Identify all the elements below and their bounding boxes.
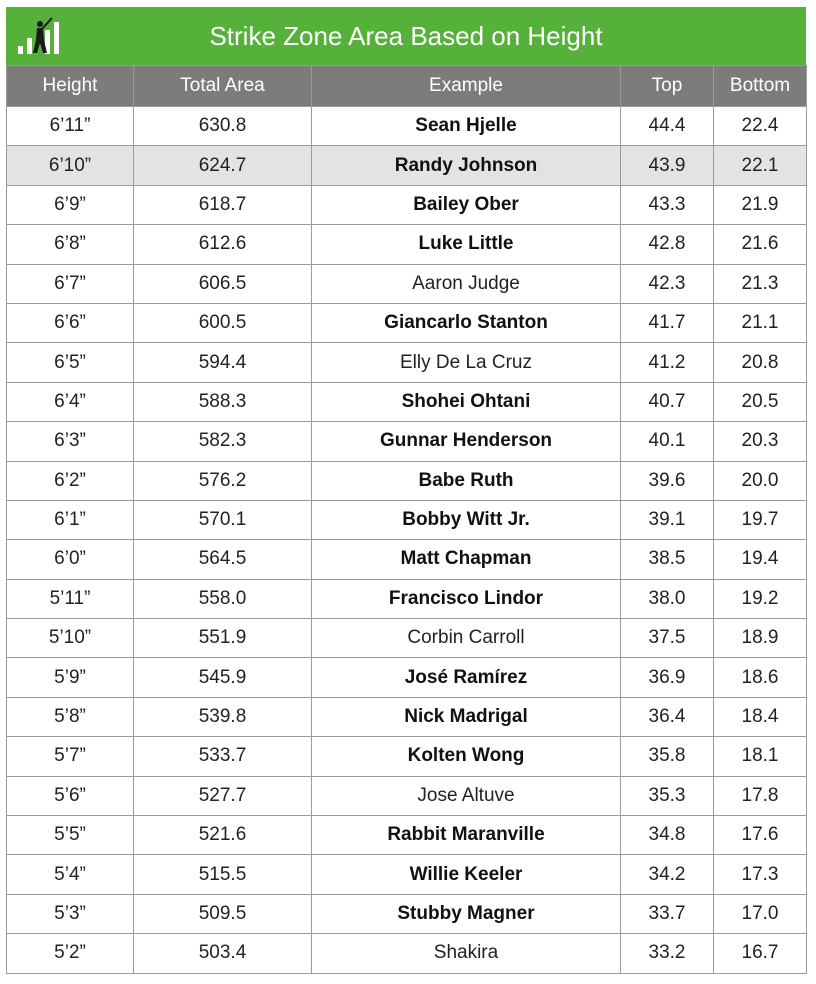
cell-example: Corbin Carroll [312, 619, 621, 658]
cell-example: Rabbit Maranville [312, 816, 621, 855]
cell-total-area: 576.2 [134, 461, 312, 500]
cell-height: 6’8” [7, 225, 134, 264]
cell-total-area: 606.5 [134, 264, 312, 303]
cell-example: José Ramírez [312, 658, 621, 697]
table-row [7, 107, 807, 146]
cell-height: 6’1” [7, 500, 134, 539]
cell-top: 35.8 [621, 737, 714, 776]
cell-total-area: 618.7 [134, 185, 312, 224]
cell-total-area: 624.7 [134, 146, 312, 185]
cell-bottom: 16.7 [714, 934, 807, 973]
cell-bottom: 21.9 [714, 185, 807, 224]
table-row [7, 540, 807, 579]
cell-top: 36.9 [621, 658, 714, 697]
cell-bottom: 18.4 [714, 697, 807, 736]
table-row [7, 619, 807, 658]
cell-total-area: 558.0 [134, 579, 312, 618]
column-header-top: Top [621, 66, 714, 107]
cell-example: Bobby Witt Jr. [312, 500, 621, 539]
cell-height: 5’10” [7, 619, 134, 658]
cell-top: 39.6 [621, 461, 714, 500]
cell-example: Stubby Magner [312, 894, 621, 933]
table-row [7, 737, 807, 776]
column-header-example: Example [312, 66, 621, 107]
cell-example: Giancarlo Stanton [312, 303, 621, 342]
cell-example: Nick Madrigal [312, 697, 621, 736]
table-title: Strike Zone Area Based on Height [209, 21, 603, 51]
header-row [7, 66, 807, 107]
cell-top: 42.3 [621, 264, 714, 303]
title-banner [6, 7, 806, 65]
cell-height: 5’11” [7, 579, 134, 618]
column-header-height: Height [7, 66, 134, 107]
cell-total-area: 612.6 [134, 225, 312, 264]
cell-bottom: 22.1 [714, 146, 807, 185]
cell-bottom: 22.4 [714, 107, 807, 146]
cell-example: Bailey Ober [312, 185, 621, 224]
cell-bottom: 20.3 [714, 422, 807, 461]
cell-example: Babe Ruth [312, 461, 621, 500]
cell-example: Jose Altuve [312, 776, 621, 815]
cell-top: 38.5 [621, 540, 714, 579]
cell-top: 41.7 [621, 303, 714, 342]
cell-bottom: 21.1 [714, 303, 807, 342]
cell-total-area: 539.8 [134, 697, 312, 736]
cell-bottom: 17.0 [714, 894, 807, 933]
cell-height: 6’11” [7, 107, 134, 146]
cell-top: 42.8 [621, 225, 714, 264]
cell-example: Luke Little [312, 225, 621, 264]
table-row [7, 934, 807, 973]
cell-bottom: 20.8 [714, 343, 807, 382]
cell-height: 6’6” [7, 303, 134, 342]
cell-bottom: 17.8 [714, 776, 807, 815]
cell-bottom: 17.6 [714, 816, 807, 855]
cell-example: Sean Hjelle [312, 107, 621, 146]
cell-height: 5’9” [7, 658, 134, 697]
cell-height: 5’8” [7, 697, 134, 736]
cell-total-area: 533.7 [134, 737, 312, 776]
table-row [7, 185, 807, 224]
cell-total-area: 588.3 [134, 382, 312, 421]
cell-height: 6’10” [7, 146, 134, 185]
cell-example: Shakira [312, 934, 621, 973]
cell-example: Aaron Judge [312, 264, 621, 303]
table-row [7, 225, 807, 264]
table-row [7, 658, 807, 697]
cell-height: 5’6” [7, 776, 134, 815]
cell-height: 6’9” [7, 185, 134, 224]
cell-total-area: 600.5 [134, 303, 312, 342]
cell-total-area: 521.6 [134, 816, 312, 855]
table-row [7, 382, 807, 421]
cell-top: 39.1 [621, 500, 714, 539]
cell-height: 5’7” [7, 737, 134, 776]
cell-top: 40.1 [621, 422, 714, 461]
cell-total-area: 509.5 [134, 894, 312, 933]
table-row [7, 146, 807, 185]
cell-total-area: 582.3 [134, 422, 312, 461]
cell-top: 43.3 [621, 185, 714, 224]
cell-height: 6’3” [7, 422, 134, 461]
cell-height: 6’2” [7, 461, 134, 500]
table-row [7, 776, 807, 815]
cell-example: Kolten Wong [312, 737, 621, 776]
cell-height: 5’5” [7, 816, 134, 855]
cell-bottom: 20.5 [714, 382, 807, 421]
cell-height: 5’2” [7, 934, 134, 973]
cell-top: 41.2 [621, 343, 714, 382]
cell-bottom: 18.9 [714, 619, 807, 658]
table-row [7, 422, 807, 461]
cell-bottom: 19.4 [714, 540, 807, 579]
cell-bottom: 21.3 [714, 264, 807, 303]
cell-top: 35.3 [621, 776, 714, 815]
table-body [7, 107, 807, 974]
cell-top: 34.8 [621, 816, 714, 855]
cell-top: 33.7 [621, 894, 714, 933]
cell-example: Shohei Ohtani [312, 382, 621, 421]
cell-height: 5’3” [7, 894, 134, 933]
cell-top: 37.5 [621, 619, 714, 658]
cell-bottom: 19.2 [714, 579, 807, 618]
cell-height: 6’0” [7, 540, 134, 579]
cell-bottom: 19.7 [714, 500, 807, 539]
cell-top: 33.2 [621, 934, 714, 973]
cell-top: 43.9 [621, 146, 714, 185]
cell-top: 44.4 [621, 107, 714, 146]
cell-bottom: 20.0 [714, 461, 807, 500]
column-header-bottom: Bottom [714, 66, 807, 107]
cell-total-area: 564.5 [134, 540, 312, 579]
table-row [7, 343, 807, 382]
cell-example: Francisco Lindor [312, 579, 621, 618]
cell-bottom: 18.6 [714, 658, 807, 697]
cell-total-area: 545.9 [134, 658, 312, 697]
strike-zone-table-card [6, 7, 806, 974]
cell-bottom: 18.1 [714, 737, 807, 776]
cell-total-area: 527.7 [134, 776, 312, 815]
cell-total-area: 503.4 [134, 934, 312, 973]
table-row [7, 303, 807, 342]
cell-example: Willie Keeler [312, 855, 621, 894]
cell-height: 6’5” [7, 343, 134, 382]
cell-top: 34.2 [621, 855, 714, 894]
table-row [7, 264, 807, 303]
cell-bottom: 21.6 [714, 225, 807, 264]
table-row [7, 855, 807, 894]
cell-top: 40.7 [621, 382, 714, 421]
cell-height: 6’4” [7, 382, 134, 421]
table-row [7, 894, 807, 933]
cell-top: 38.0 [621, 579, 714, 618]
cell-total-area: 570.1 [134, 500, 312, 539]
cell-example: Matt Chapman [312, 540, 621, 579]
cell-total-area: 551.9 [134, 619, 312, 658]
cell-height: 6’7” [7, 264, 134, 303]
cell-height: 5’4” [7, 855, 134, 894]
table-row [7, 500, 807, 539]
column-header-total-area: Total Area [134, 66, 312, 107]
cell-example: Gunnar Henderson [312, 422, 621, 461]
cell-total-area: 594.4 [134, 343, 312, 382]
cell-total-area: 515.5 [134, 855, 312, 894]
table-row [7, 461, 807, 500]
table-row [7, 816, 807, 855]
cell-example: Elly De La Cruz [312, 343, 621, 382]
cell-top: 36.4 [621, 697, 714, 736]
strike-zone-table [6, 65, 807, 974]
cell-total-area: 630.8 [134, 107, 312, 146]
cell-example: Randy Johnson [312, 146, 621, 185]
table-row [7, 579, 807, 618]
table-row [7, 697, 807, 736]
cell-bottom: 17.3 [714, 855, 807, 894]
